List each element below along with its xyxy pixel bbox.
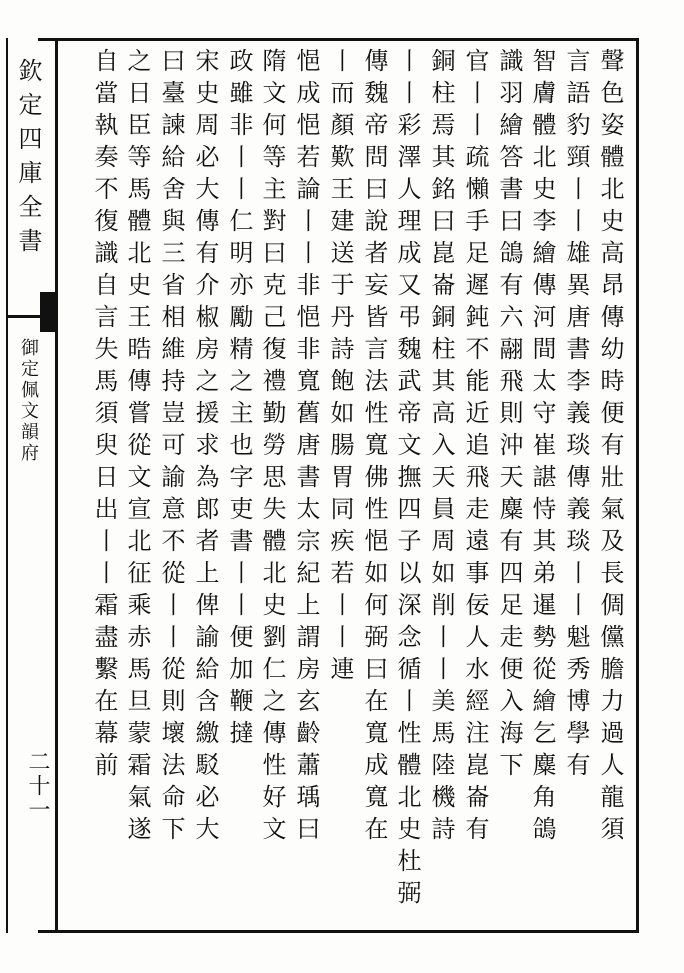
text-column: 識羽繪答書曰鴿有六翮飛則沖天麋有四足走便入海下 [495,48,523,784]
top-border [38,38,638,41]
gutter-left-line [6,38,8,933]
text-column: 自當執奏不復識自言失馬須臾日出丨丨霜盡繫在幕前 [90,48,118,784]
text-column: 政雖非丨丨仁明亦勵精之主也字吏書丨丨便加鞭撻 [225,48,253,752]
folio-number: 二十一 [25,750,50,822]
text-column: 聲色姿體北史高昂傳幼時便有壯氣及長倜儻膽力過人龍須 [596,48,624,848]
text-column: 隋文何等主對曰克己復禮勤勞思失體北史劉仁之傳性好文 [258,48,286,848]
text-column: 丨而顏歎王建送于丹詩飽如腸胃同疾若丨丨連 [326,48,354,688]
text-column: 智膚體北史李繪傳河間太守崔諶恃其弟暹勢從繪乞麋角鴿 [528,48,556,848]
margin-subtitle: 御定佩文韻府 [18,338,39,464]
text-column: 丨丨彩澤人理成又弔魏武帝文撫四子以深念循丨性體北史杜弼 [393,48,421,912]
right-border [636,38,639,933]
text-column: 曰臺諫給舍與三省相維持豈可諭意不從丨丨從則壞法命下 [157,48,185,848]
bottom-border [38,930,638,933]
text-column: 官丨丨疏懶手足遲鈍不能近追飛走遠事佞人水經注崑崙有 [461,48,489,848]
text-column: 宋史周必大傳有介椒房之援求為郎者上俾諭給含繳駁必大 [191,48,219,848]
text-column: 銅柱焉其銘曰崑崙銅柱其高入天員周如削丨丨美馬陸機詩 [427,48,455,848]
text-column: 言語豹頸丨丨雄異唐書李義琰傳義琰丨丨魁秀博學有 [562,48,590,784]
text-column: 之日臣等馬體北史王晧傳嘗從文宣北征乘赤馬旦蒙霜氣遂 [123,48,151,848]
text-column: 悒成悒若論丨丨非悒非寬舊唐書太宗紀上謂房玄齡蕭瑀曰 [292,48,320,848]
fishtail-mark [40,292,58,332]
text-column: 傳魏帝問曰說者妄皆言法性寬佛性悒如何弼曰在寬成寬在 [360,48,388,848]
margin-title: 欽定四庫全書 [14,58,42,262]
gutter-right-line [55,38,58,933]
